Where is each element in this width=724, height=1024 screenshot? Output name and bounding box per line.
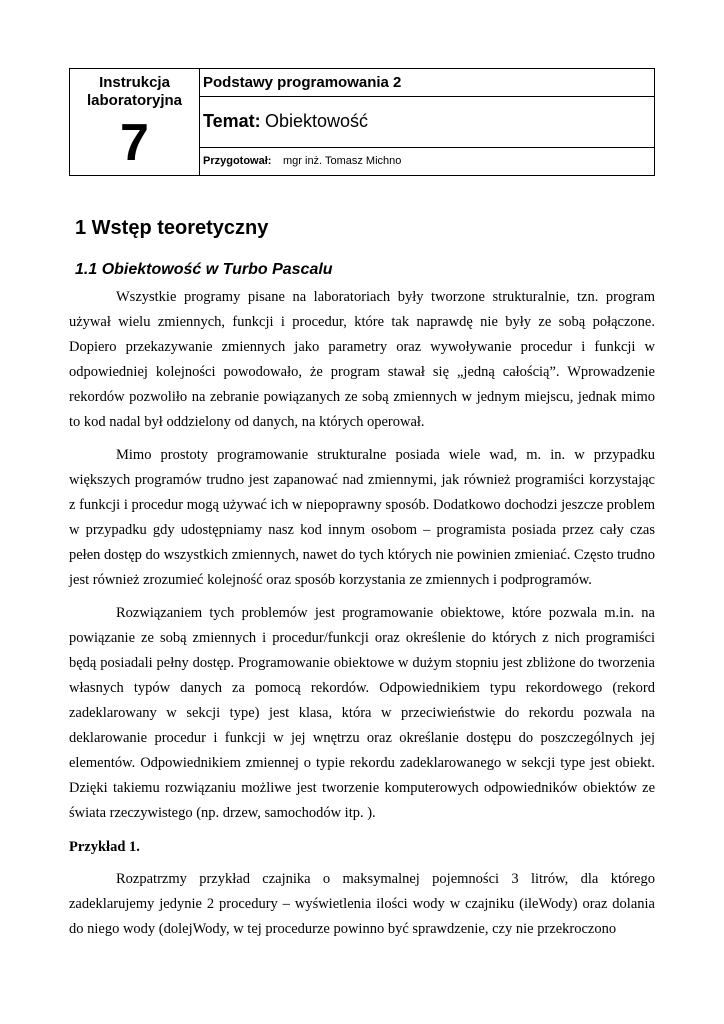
author-value: mgr inż. Tomasz Michno	[283, 155, 402, 167]
instruction-cell	[70, 69, 200, 175]
topic-value: Obiektowość	[265, 111, 369, 131]
header-table	[69, 68, 655, 176]
section-heading-1: 1 Wstęp teoretyczny	[75, 217, 269, 239]
example-paragraph: Rozpatrzmy przykład czajnika o maksymalnej pojemności 3 litrów, dla którego zadeklarujemy jedynie 2 procedury – wyświetlenia ilości wody w czajniku (ileWody) oraz dolania do niego wody (dolejWody, w tej procedurze powinno być sprawdzenie, czy nie przekroczono	[69, 871, 655, 937]
paragraph-1: Wszystkie programy pisane na laboratoriach były tworzone strukturalnie, tzn. program używał wielu zmiennych, funkcji i procedur, które tak naprawdę nie były ze sobą połączone. Dopiero przekazywanie zmiennych jako parametry oraz wywoływanie procedur i funkcji w odpowiedniej kolejności powodowało, że program stawał się „jedną całością”. Wprowadzenie rekordów pozwoliło na zebranie powiązanych ze sobą zmiennych w jednym miejscu, jednak mimo to kod nadal był oddzielony od danych, na których operował.	[69, 289, 655, 430]
paragraph-2: Mimo prostoty programowanie strukturalne posiada wiele wad, m. in. w przypadku większych programów trudno jest zapanować nad zmiennymi, jak również programiści korzystając z funkcji i procedur mogą używać ich w niepoprawny sposób. Dodatkowo dochodzi jeszcze problem w przypadku gdy udostępniamy nasz kod innym osobom – programista posiada przez cały czas pełen dostęp do wszystkich zmiennych, nawet do tych których nie powinien zmieniać. Często trudno jest również zrozumieć kolejność oraz sposób korzystania ze zmiennych i podprogramów.	[69, 447, 655, 588]
example-label: Przykład 1.	[69, 839, 140, 855]
paragraph-3: Rozwiązaniem tych problemów jest programowanie obiektowe, które pozwala m.in. na powiązanie ze sobą zmiennych i procedur/funkcji oraz określenie do których z nich programiści będą posiadali pełny dostęp. Programowanie obiektowe w dużym stopniu jest zbliżone do tworzenia własnych typów danych za pomocą rekordów. Odpowiednikiem typu rekordowego (rekord zadeklarowany w sekcji type) jest klasa, która w przeciwieństwie do rekordu pozwala na deklarowanie procedur i funkcji w jej wnętrzu oraz określanie dostępu do poszczególnych jej elementów. Odpowiednikiem zmiennej o typie rekordu zadeklarowanego w sekcji type jest obiekt. Dzięki takiemu rozwiązaniu możliwe jest tworzenie komputerowych odpowiedników obiektów ze świata rzeczywistego (np. drzew, samochodów itp. ).	[69, 605, 655, 821]
author-cell	[199, 148, 654, 175]
section-heading-1-1: 1.1 Obiektowość w Turbo Pascalu	[75, 261, 333, 278]
topic-label: Temat:	[203, 111, 261, 131]
instruction-label-line2: laboratoryjna	[86, 92, 183, 109]
topic-cell	[199, 97, 654, 148]
course-cell	[199, 69, 654, 97]
course-title: Podstawy programowania 2	[203, 74, 402, 91]
author-label: Przygotował:	[203, 155, 272, 167]
instruction-number: 7	[120, 114, 149, 172]
instruction-label-line1: Instrukcja	[99, 74, 170, 91]
